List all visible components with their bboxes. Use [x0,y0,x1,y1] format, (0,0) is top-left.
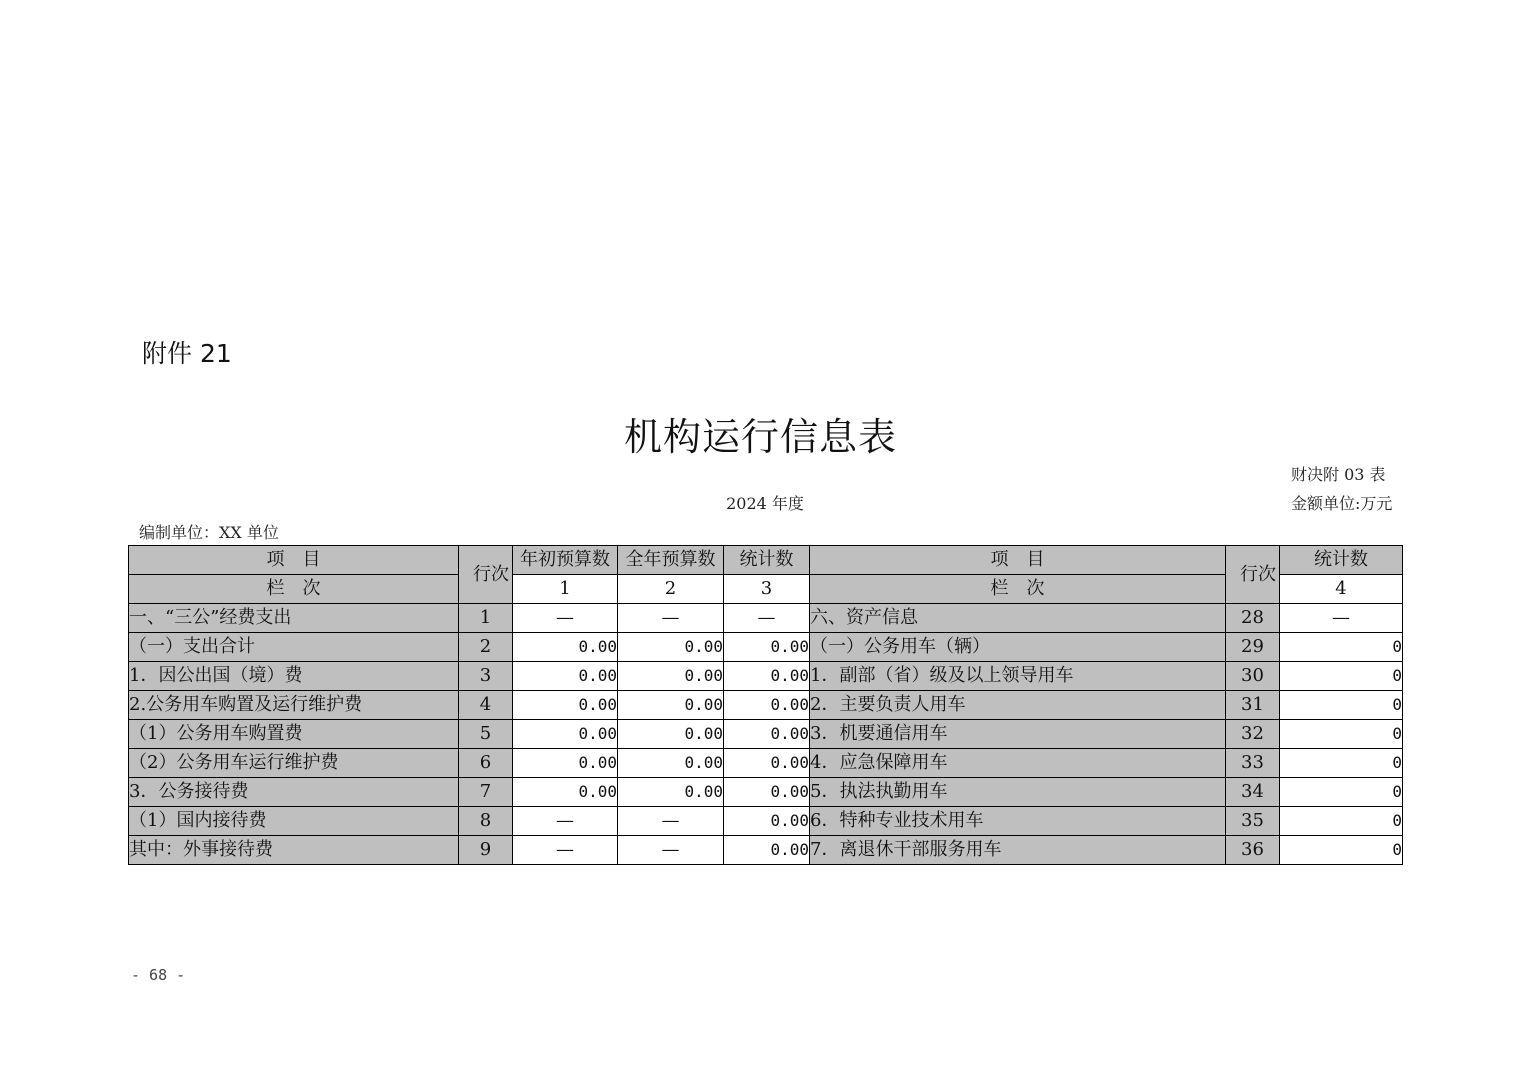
lanci-label-right: 栏 次 [810,575,1226,604]
row-no-right: 32 [1226,720,1280,749]
row-no: 8 [459,807,513,836]
col-number-2: 2 [618,575,724,604]
row-item-right: 1．副部（省）级及以上领导用车 [810,662,1226,691]
row-v4: 0 [1280,749,1403,778]
row-item: （1）公务用车购置费 [129,720,459,749]
row-v4: 0 [1280,836,1403,865]
row-v1: 0.00 [513,662,618,691]
header-col3: 统计数 [724,546,810,575]
row-v2: 0.00 [618,662,724,691]
editor-unit: 编制单位：XX 单位 [139,523,279,542]
page-number: - 68 - [131,966,186,984]
page-title: 机构运行信息表 [623,415,897,459]
row-v4: 0 [1280,778,1403,807]
table-row [129,807,1403,836]
table-row [129,836,1403,865]
row-v3: 0.00 [724,691,810,720]
row-no: 9 [459,836,513,865]
row-v3: 0.00 [724,778,810,807]
row-item: （2）公务用车运行维护费 [129,749,459,778]
row-item-right: 2．主要负责人用车 [810,691,1226,720]
row-item-right: 4．应急保障用车 [810,749,1226,778]
row-v1: — [513,807,618,836]
table-row [129,604,1403,633]
row-item: 其中：外事接待费 [129,836,459,865]
row-no-right: 30 [1226,662,1280,691]
row-item: （1）国内接待费 [129,807,459,836]
row-v1: 0.00 [513,720,618,749]
row-v2: — [618,836,724,865]
row-v3: 0.00 [724,662,810,691]
row-v2: — [618,604,724,633]
row-v2: 0.00 [618,633,724,662]
row-item-right: 7．离退休干部服务用车 [810,836,1226,865]
row-item: （一）支出合计 [129,633,459,662]
header-line-no: 行次 [459,546,513,604]
col-number-1: 1 [513,575,618,604]
row-v2: 0.00 [618,749,724,778]
row-v4: 0 [1280,720,1403,749]
header-line-no-right: 行次 [1226,546,1280,604]
col-number-4: 4 [1280,575,1403,604]
row-no-right: 34 [1226,778,1280,807]
row-item: 一、“三公”经费支出 [129,604,459,633]
row-v3: 0.00 [724,749,810,778]
row-no-right: 35 [1226,807,1280,836]
row-v4: 0 [1280,691,1403,720]
header-item-right: 项 目 [810,546,1226,575]
header-col4: 统计数 [1280,546,1403,575]
row-v4: 0 [1280,807,1403,836]
column-number-row [129,575,1403,604]
row-no: 6 [459,749,513,778]
row-no-right: 36 [1226,836,1280,865]
row-item-right: 6．特种专业技术用车 [810,807,1226,836]
row-no: 2 [459,633,513,662]
row-v1: 0.00 [513,778,618,807]
report-year: 2024 年度 [726,494,804,513]
lanci-label: 栏 次 [129,575,459,604]
row-no-right: 33 [1226,749,1280,778]
row-no-right: 28 [1226,604,1280,633]
header-row [129,546,1403,575]
row-v1: — [513,604,618,633]
row-item: 1．因公出国（境）费 [129,662,459,691]
row-item-right: 3．机要通信用车 [810,720,1226,749]
table-row [129,778,1403,807]
row-v1: 0.00 [513,691,618,720]
row-item-right: （一）公务用车（辆） [810,633,1226,662]
row-v3: 0.00 [724,807,810,836]
row-v2: — [618,807,724,836]
row-v3: 0.00 [724,720,810,749]
row-v1: — [513,836,618,865]
row-no: 5 [459,720,513,749]
row-v4: 0 [1280,633,1403,662]
row-no-right: 29 [1226,633,1280,662]
row-v4: — [1280,604,1403,633]
row-v3: — [724,604,810,633]
col-number-3: 3 [724,575,810,604]
attachment-label: 附件 21 [142,339,232,368]
row-v1: 0.00 [513,749,618,778]
row-item-right: 六、资产信息 [810,604,1226,633]
row-v4: 0 [1280,662,1403,691]
row-v2: 0.00 [618,720,724,749]
row-v3: 0.00 [724,836,810,865]
row-no: 7 [459,778,513,807]
table-row [129,633,1403,662]
header-item: 项 目 [129,546,459,575]
row-v1: 0.00 [513,633,618,662]
row-item: 2.公务用车购置及运行维护费 [129,691,459,720]
table-row [129,720,1403,749]
header-col2: 全年预算数 [618,546,724,575]
row-no: 4 [459,691,513,720]
row-v2: 0.00 [618,778,724,807]
header-col1: 年初预算数 [513,546,618,575]
table-row [129,749,1403,778]
table-row [129,691,1403,720]
amount-unit: 金额单位:万元 [1291,494,1393,513]
table-row [129,662,1403,691]
row-item: 3．公务接待费 [129,778,459,807]
info-table [128,545,1403,865]
row-v2: 0.00 [618,691,724,720]
row-no: 1 [459,604,513,633]
row-no-right: 31 [1226,691,1280,720]
row-item-right: 5．执法执勤用车 [810,778,1226,807]
row-no: 3 [459,662,513,691]
row-v3: 0.00 [724,633,810,662]
form-id: 财决附 03 表 [1291,465,1386,484]
